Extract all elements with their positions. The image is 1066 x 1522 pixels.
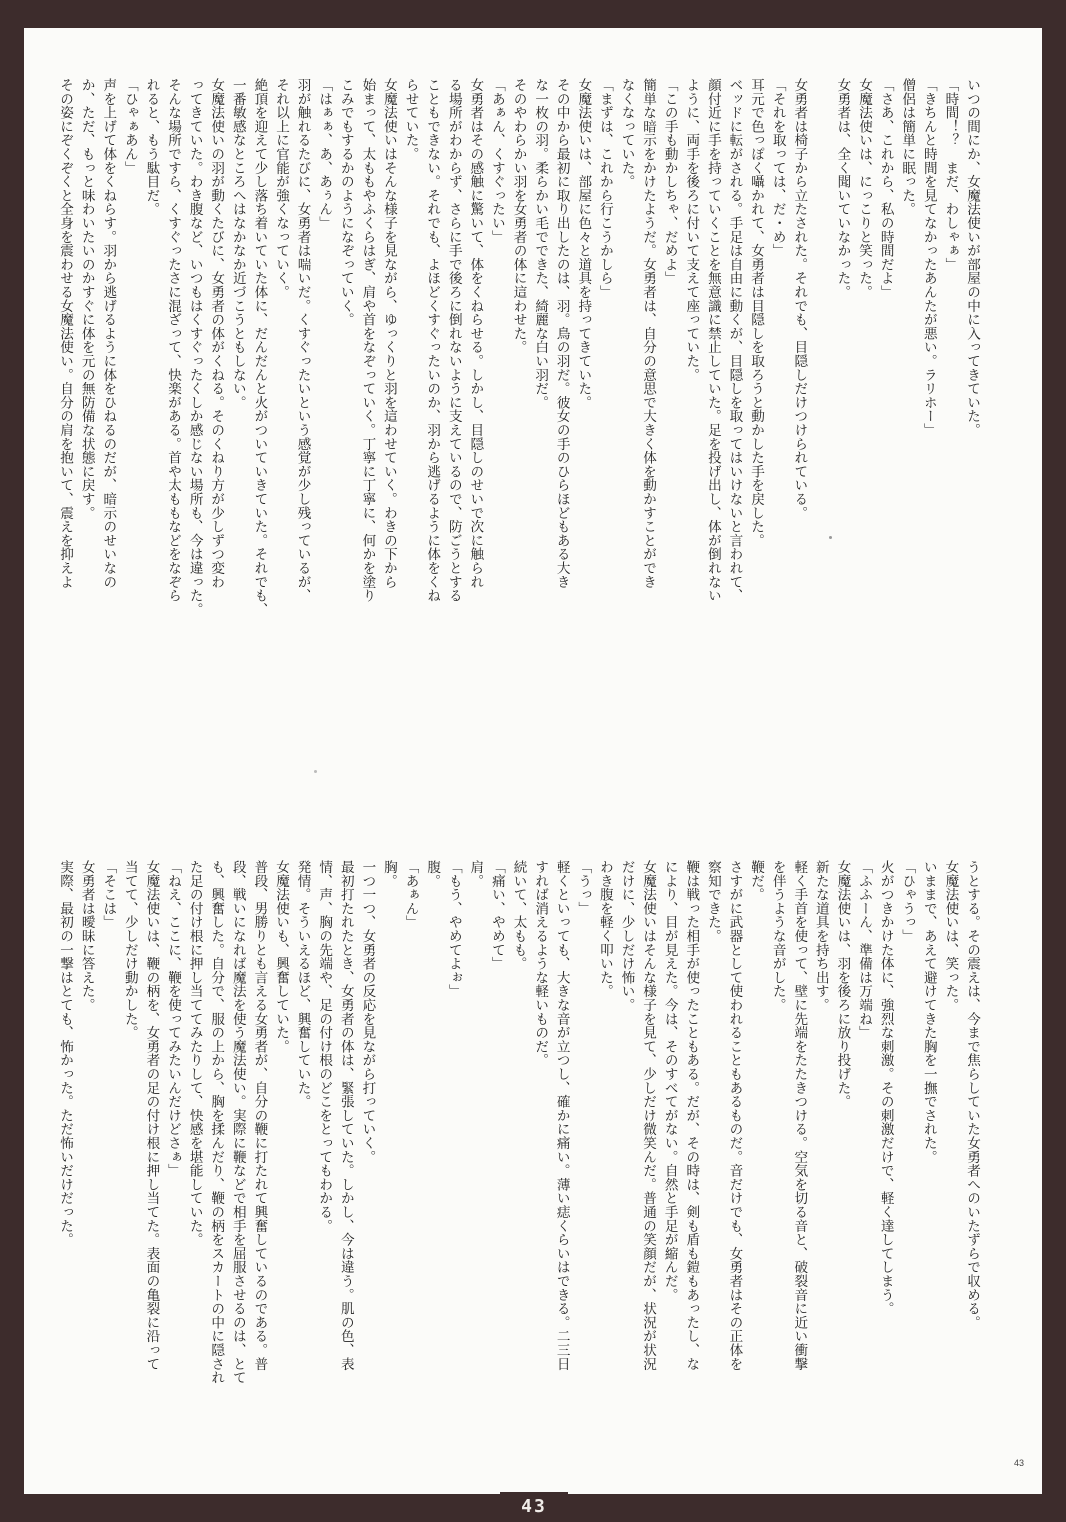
text-line: 鞭だ。 xyxy=(748,860,765,902)
text-line: な一枚の羽。柔らかい毛でできた、綺麗な白い羽だ。 xyxy=(532,78,549,410)
text-line: ベッドに転がされる。手足は自由に動くが、目隠しを取ってはいけないと言われて、 xyxy=(726,78,743,603)
text-line: 「さあ、これから、私の時間だよ」 xyxy=(877,78,894,299)
text-line: 火がつきかけた体に、強烈な刺激。その刺激だけで、軽く達してしまう。 xyxy=(877,860,894,1316)
text-line: 情、声、胸の先端や、足の付け根のどこをとってもわかる。 xyxy=(316,860,333,1233)
text-block-upper xyxy=(57,78,982,713)
text-line: により、目が見えた。今は、そのすべてがない。自然と手足が縮んだ。 xyxy=(661,860,678,1302)
text-line: 「この手も動かしちゃ、だめよ」 xyxy=(661,78,678,285)
text-line: 「うっ」 xyxy=(575,860,592,916)
text-line: 「ひゃうっ」 xyxy=(899,860,916,943)
text-line: 「そこは」 xyxy=(100,860,117,929)
text-line: 続いて、太もも。 xyxy=(510,860,527,971)
text-line: れると、もう駄目だ。 xyxy=(143,78,160,216)
text-line: さすがに武器として使われることもあるものだ。音だけでも、女勇者はその正体を xyxy=(726,860,743,1371)
text-line: ように、両手を後ろに付いて支えて座っていた。 xyxy=(683,78,700,382)
text-line: 肩。 xyxy=(467,860,484,888)
text-line: 女勇者は曖昧に答えた。 xyxy=(78,860,95,1012)
text-line: 「それを取っては、だ・め」 xyxy=(769,78,786,258)
text-line xyxy=(809,78,831,713)
text-line: 「時間！？ まだ、わしゃぁ」 xyxy=(942,78,959,272)
text-line: も、興奮した。自分で、服の上から、胸を揉んだり、鞭の柄をスカートの中に隠され xyxy=(208,860,225,1385)
text-line: 察知できた。 xyxy=(704,860,721,943)
text-line: すれば消えるような軽いものだ。 xyxy=(532,860,549,1067)
text-line: 「まずは、これから行こうかしら」 xyxy=(596,78,613,299)
text-line: 羽が触れるたびに、女勇者は喘いだ。くすぐったいという感覚が少し残っているが、 xyxy=(294,78,311,603)
text-block-lower xyxy=(57,860,982,1385)
text-line: その中から最初に取り出したのは、羽。鳥の羽だ。彼女の手のひらほどもある大き xyxy=(553,78,570,589)
text-line: それ以上に官能が強くなっていく。 xyxy=(273,78,289,299)
text-line: 簡単な暗示をかけたようだ。女勇者は、自分の意思で大きく体を動かすことができ xyxy=(640,78,657,589)
folio-tab: 43 xyxy=(500,1492,568,1522)
text-line: 女魔法使いは、羽を後ろに放り投げた。 xyxy=(834,860,851,1109)
text-line: 新たな道具を持ち出す。 xyxy=(812,860,829,1012)
text-line: いままで、あえて避けてきた胸を一撫でされた。 xyxy=(920,860,937,1164)
text-line: 「ねえ、ここに、鞭を使ってみたいんだけどさぁ」 xyxy=(165,860,182,1178)
text-line: うとする。その震えは、今まで焦らしていた女勇者へのいたずらで収める。 xyxy=(964,860,980,1330)
page-number: 43 xyxy=(1013,1458,1024,1468)
text-line: 顔付近に手を持っていくことを無意識に禁止していた。足を投げ出し、体が倒れない xyxy=(704,78,721,603)
text-line: 軽くといっても、大きな音が立つし、確かに痛い。薄い痣くらいはできる。二三日 xyxy=(553,860,570,1371)
text-line: 女勇者は椅子から立たされた。それでも、目隠しだけつけられている。 xyxy=(791,78,808,520)
text-line: その姿にぞくぞくと全身を震わせる女魔法使い。自分の肩を抱いて、震えを抑えよ xyxy=(57,78,74,589)
text-line: 「はぁぁ、あ、あぅん」 xyxy=(316,78,333,230)
text-line: 一つ一つ、女勇者の反応を見ながら打っていく。 xyxy=(359,860,376,1164)
text-line: を伴うような音がした。 xyxy=(769,860,786,1012)
text-line: 「ひゃぁあん」 xyxy=(121,78,138,175)
text-line: そのやわらかい羽を女勇者の体に這わせた。 xyxy=(510,78,527,354)
text-line: 女魔法使いはそんな様子を見て、少しだけ微笑んだ。普通の笑顔だが、状況が状況 xyxy=(640,860,657,1371)
text-line: ってきていた。わき腹など、いつもはくすぐったくしか感じない場所も、今は違った。 xyxy=(186,78,203,617)
text-line: 腹。 xyxy=(424,860,441,888)
text-line: 耳元で色っぽく囁かれて、女勇者は目隠しを取ろうと動かした手を戻した。 xyxy=(748,78,765,548)
text-line: そんな場所ですら、くすぐったさに混ざって、快楽がある。首や太ももなどをなぞら xyxy=(165,78,182,603)
text-line: 一番敏感なところへはなかなか近づこうともしない。 xyxy=(229,78,246,410)
text-line: こともできない。それでも、よほどくすぐったいのか、羽から逃げるように体をくね xyxy=(424,78,441,603)
text-line: 女魔法使いは、鞭の柄を、女勇者の足の付け根に押し当てた。表面の亀裂に沿って xyxy=(143,860,160,1371)
text-line: 軽く手首を使って、壁に先端をたたきつける。空気を切る音と、破裂音に近い衝撃 xyxy=(791,860,808,1371)
text-line: 女魔法使いはそんな様子を見ながら、ゆっくりと羽を這わせていく。わきの下から xyxy=(380,78,397,589)
text-line: 実際、最初の一撃はとても、怖かった。ただ怖いだけだった。 xyxy=(57,860,74,1247)
text-line: か、ただ、もっと味わいたいのかすぐに体を元の無防備な状態に戻す。 xyxy=(78,78,95,520)
text-line: だけに、少しだけ怖い。 xyxy=(618,860,635,1012)
text-line: 女魔法使いは、部屋に色々と道具を持ってきていた。 xyxy=(575,78,592,410)
text-line: 女魔法使いの羽が動くたびに、女勇者の体がくねる。そのくねり方が少しずつ変わ xyxy=(208,78,225,589)
text-line: 当てて、少しだけ動かした。 xyxy=(121,860,138,1040)
text-line: 始まって、太ももやふくらはぎ、肩や首をなぞっていく。丁寧に丁寧に、何かを塗り xyxy=(359,78,376,603)
text-line: 発情。そういえるほど、興奮していた。 xyxy=(294,860,311,1109)
text-line: 女勇者はその感触に驚いて、体をくねらせる。しかし、目隠しのせいで次に触られ xyxy=(467,78,484,589)
text-line: 女勇者は、全く聞いていなかった。 xyxy=(834,78,851,299)
text-line: 女魔法使いも、興奮していた。 xyxy=(273,860,289,1054)
text-line: わき腹を軽く叩いた。 xyxy=(596,860,613,998)
text-line: 声を上げて体をくねらす。羽から逃げるように体をひねるのだが、暗示のせいなの xyxy=(100,78,117,589)
text-line: た足の付け根に押し当ててみたりして、快感を堪能していた。 xyxy=(186,860,203,1247)
scan-speck xyxy=(314,770,317,773)
text-line: らせていた。 xyxy=(402,78,419,161)
text-line: 最初打たれたとき、女勇者の体は、緊張していた。しかし、今は違う。肌の色、表 xyxy=(337,860,354,1371)
text-line: 普段、男勝りとも言える女勇者が、自分の鞭に打たれて興奮しているのである。普 xyxy=(251,860,268,1371)
text-line: 女魔法使いは、にっこりと笑った。 xyxy=(856,78,873,299)
text-line: 絶頂を迎えて少し落ち着いていた体に、だんだんと火がついていきていた。それでも、 xyxy=(251,78,268,617)
text-line: 「痛い、やめて」 xyxy=(488,860,505,971)
text-line: 女魔法使いは、笑った。 xyxy=(942,860,959,1012)
text-line: いつの間にか、女魔法使いが部屋の中に入ってきていた。 xyxy=(964,78,980,437)
text-line: 「きちんと時間を見てなかったあんたが悪い。ラリホー」 xyxy=(920,78,937,437)
text-line: 鞭は戦った相手が使ったこともある。だが、その時は、剣も盾も鎧もあったし、な xyxy=(683,860,700,1371)
text-line: 胸。 xyxy=(380,860,397,888)
text-line: る場所がわからず、さらに手で後ろに倒れないように支えているので、防ごうとする xyxy=(445,78,462,603)
text-line: 段、戦いになれば魔法を使う魔法使い。実際に鞭などで相手を屈服させるのは、とて xyxy=(229,860,246,1385)
text-line: 「ふふーん、準備は万端ね」 xyxy=(856,860,873,1040)
text-line: なくなっていた。 xyxy=(618,78,635,189)
text-line: 僧侶は簡単に眠った。 xyxy=(899,78,916,216)
text-line: こみでもするかのようになぞっていく。 xyxy=(337,78,354,327)
text-line: 「あぁん、くすぐったい」 xyxy=(488,78,505,244)
text-line: 「あぁん」 xyxy=(402,860,419,929)
text-line: 「もう、やめてよぉ」 xyxy=(445,860,462,998)
